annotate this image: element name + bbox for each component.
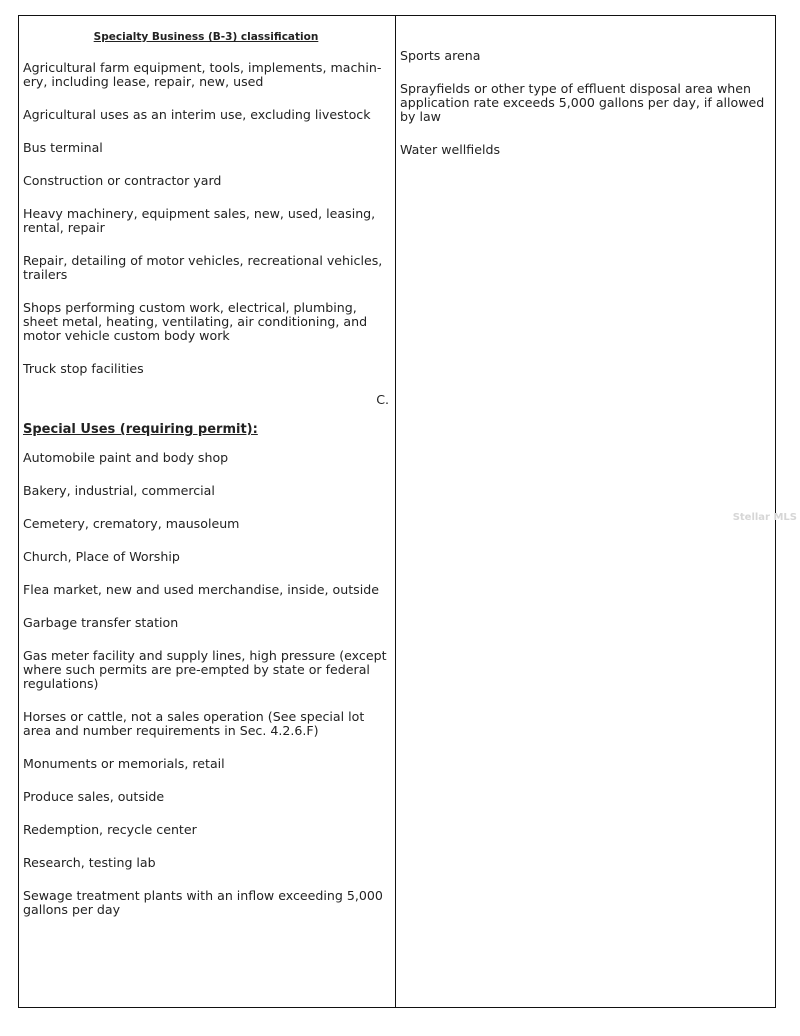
right-use-item: Sprayfields or other type of effluent disposal area when application rate exceeds 5,000 gallons per day, if allowed by law (400, 81, 765, 124)
right-use-item: Water wellfields (400, 142, 501, 157)
special-use-item: Redemption, recycle center (23, 822, 197, 837)
permitted-use-item: Agricultural uses as an interim use, excluding livestock (23, 107, 371, 122)
special-use-item: Research, testing lab (23, 855, 156, 870)
right-column (400, 16, 772, 176)
special-use-item: Gas meter facility and supply lines, high pressure (except where such permits are pre-empted by state or federal regulations) (23, 648, 387, 691)
column-divider (395, 16, 396, 1007)
special-use-item: Automobile paint and body shop (23, 450, 229, 465)
special-use-item: Produce sales, outside (23, 789, 165, 804)
special-use-item: Cemetery, crematory, mausoleum (23, 516, 240, 531)
permitted-use-item: Truck stop facilities (23, 361, 144, 376)
permitted-use-item: Repair, detailing of motor vehicles, recreational vehicles, trailers (23, 253, 383, 282)
permitted-use-item: Shops performing custom work, electrical, plumbing, sheet metal, heating, ventilating, air conditioning, and motor vehicle custom body work (23, 300, 368, 343)
special-use-item: Bakery, industrial, commercial (23, 483, 215, 498)
special-use-item: Horses or cattle, not a sales operation (See special lot area and number requirements in Sec. 4.2.6.F) (23, 709, 365, 738)
special-use-item: Flea market, new and used merchandise, inside, outside (23, 582, 379, 597)
watermark: Stellar MLS (732, 512, 797, 523)
zoning-table (18, 15, 776, 1008)
left-column (23, 16, 389, 936)
special-uses-heading: Special Uses (requiring permit): (23, 422, 258, 437)
special-use-item: Church, Place of Worship (23, 549, 180, 564)
permitted-use-item: Bus terminal (23, 140, 103, 155)
right-use-item: Sports arena (400, 48, 481, 63)
special-use-item: Garbage transfer station (23, 615, 179, 630)
permitted-use-item: Agricultural farm equipment, tools, implements, machin-ery, including lease, repair, new, used (23, 60, 382, 89)
permitted-use-item: Heavy machinery, equipment sales, new, used, leasing, rental, repair (23, 206, 376, 235)
special-use-item: Monuments or memorials, retail (23, 756, 225, 771)
section-marker: C. (376, 392, 389, 407)
classification-header: Specialty Business (B-3) classification (93, 31, 319, 43)
special-use-item: Sewage treatment plants with an inflow exceeding 5,000 gallons per day (23, 888, 383, 917)
permitted-use-item: Construction or contractor yard (23, 173, 222, 188)
